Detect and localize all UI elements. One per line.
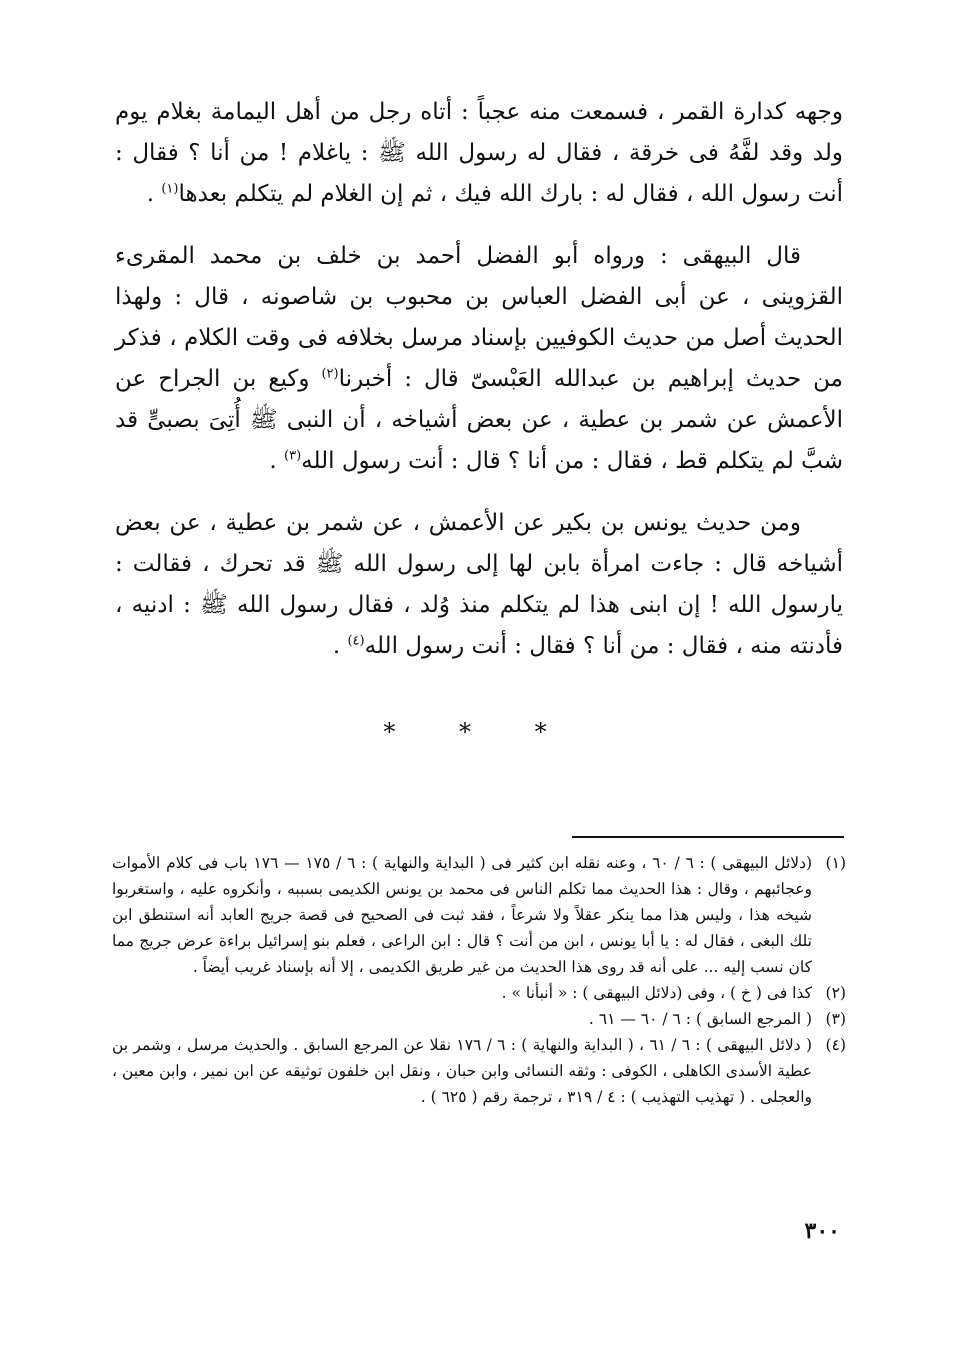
main-text [115, 92, 843, 688]
footnote-4 [112, 1032, 846, 1110]
paragraph-3 [115, 503, 843, 667]
footnote-3 [112, 1006, 846, 1032]
footnote-ref-3: (٣) [284, 448, 302, 464]
footnote-rule [572, 836, 844, 838]
paragraph-1 [115, 92, 843, 215]
footnote-number: (١) [825, 854, 846, 872]
section-separator: * * * [383, 718, 575, 746]
footnote-ref-2: (٢) [321, 366, 339, 382]
footnote-number: (٢) [825, 984, 846, 1002]
footnote-text: ( دلائل البيهقى ) : ٦ / ٦١ ، ( البداية والنهاية ) : ٦ / ١٧٦ نقلا عن المرجع السابق . والحديث مرسل ، وشمر بن عطية الأسدى الكاهلى ، الكوفى : وثقه النسائى وابن حبان ، ونقل ابن خلفون توثيقه عن ابن نمير ، وابن معين ، والعجلى . ( تهذيب التهذيب ) : ٤ / ٣١٩ ، ترجمة رقم ( ٦٢٥ ) . [112, 1036, 812, 1106]
paragraph-3-end: . [332, 633, 348, 659]
paragraph-3-text: ومن حديث يونس بن بكير عن الأعمش ، عن شمر بن عطية ، عن بعض أشياخه قال : جاءت امرأة بابن لها إلى رسول الله ﷺ قد تحرك ، فقالت : يارسول الله ! إن ابنى هذا لم يتكلم منذ وُلد ، فقال رسول الله ﷺ : ادنيه ، فأدنته منه ، فقال : من أنا ؟ فقال : أنت رسول الله [115, 510, 843, 659]
paragraph-1-end: . [146, 181, 162, 207]
footnote-text: (دلائل البيهقى ) : ٦ / ٦٠ ، وعنه نقله ابن كثير فى ( البداية والنهاية ) : ٦ / ١٧٥ — ١٧٦ باب فى كلام الأموات وعجائبهم ، وقال : هذا الحديث مما تكلم الناس فى محمد بن يونس الكديمى بسببه ، وأنكروه عليه ، واستغربوا شيخه هذا ، وليس هذا مما ينكر عقلاً ولا شرعاً ، فقد ثبت فى الصحيح فى قصة جريج العابد أنه استنطق ابن تلك البغى ، فقال له : يا أبا يونس ، ابن من أنت ؟ قال : ابن الراعى ، فعلم بنو إسرائيل براءة عرض جريج مما كان نسب إليه ... على أنه قد روى هذا الحديث من غير طريق الكديمى ، إلا أنه بإسناد غريب أيضاً . [112, 854, 813, 976]
footnote-ref-1: (١) [161, 181, 179, 197]
footnote-ref-4: (٤) [347, 633, 365, 649]
footnote-1 [112, 850, 846, 980]
page-number: ٣٠٠ [804, 1218, 840, 1244]
footnote-number: (٣) [825, 1010, 846, 1028]
paragraph-2 [115, 236, 843, 482]
footnote-text: ( المرجع السابق ) : ٦ / ٦٠ — ٦١ . [588, 1010, 812, 1028]
paragraph-2-end: . [269, 448, 285, 474]
footnote-text: كذا فى ( خ ) ، وفى (دلائل البيهقى ) : « أنبأنا » . [501, 984, 812, 1002]
footnotes [112, 850, 846, 1110]
paragraph-1-text: وجهه كدارة القمر ، فسمعت منه عجباً : أتاه رجل من أهل اليمامة بغلام يوم ولد وقد لفَّهُ فى خرقة ، فقال له رسول الله ﷺ : ياغلام ! من أنا ؟ فقال : أنت رسول الله ، فقال له : بارك الله فيك ، ثم إن الغلام لم يتكلم بعدها [115, 99, 843, 207]
paragraph-2-text-a: قال البيهقى : ورواه أبو الفضل أحمد بن خلف بن محمد المقرىء القزوينى ، عن أبى الفضل العباس بن محبوب بن شاصونه ، قال : ولهذا الحديث أصل من حديث الكوفيين بإسناد مرسل بخلافه فى وقت الكلام ، فذكر من حديث إبراهيم بن عبدالله العَبْسىّ قال : أخبرنا [115, 243, 843, 392]
footnote-number: (٤) [825, 1036, 846, 1054]
paragraph-2-text-b: وكيع بن الجراح عن الأعمش عن شمر بن عطية ، عن بعض أشياخه ، أن النبى ﷺ أُتِىَ بصبىٍّ قد شبَّ لم يتكلم قط ، فقال : من أنا ؟ قال : أنت رسول الله [115, 366, 843, 474]
footnote-2 [112, 980, 846, 1006]
